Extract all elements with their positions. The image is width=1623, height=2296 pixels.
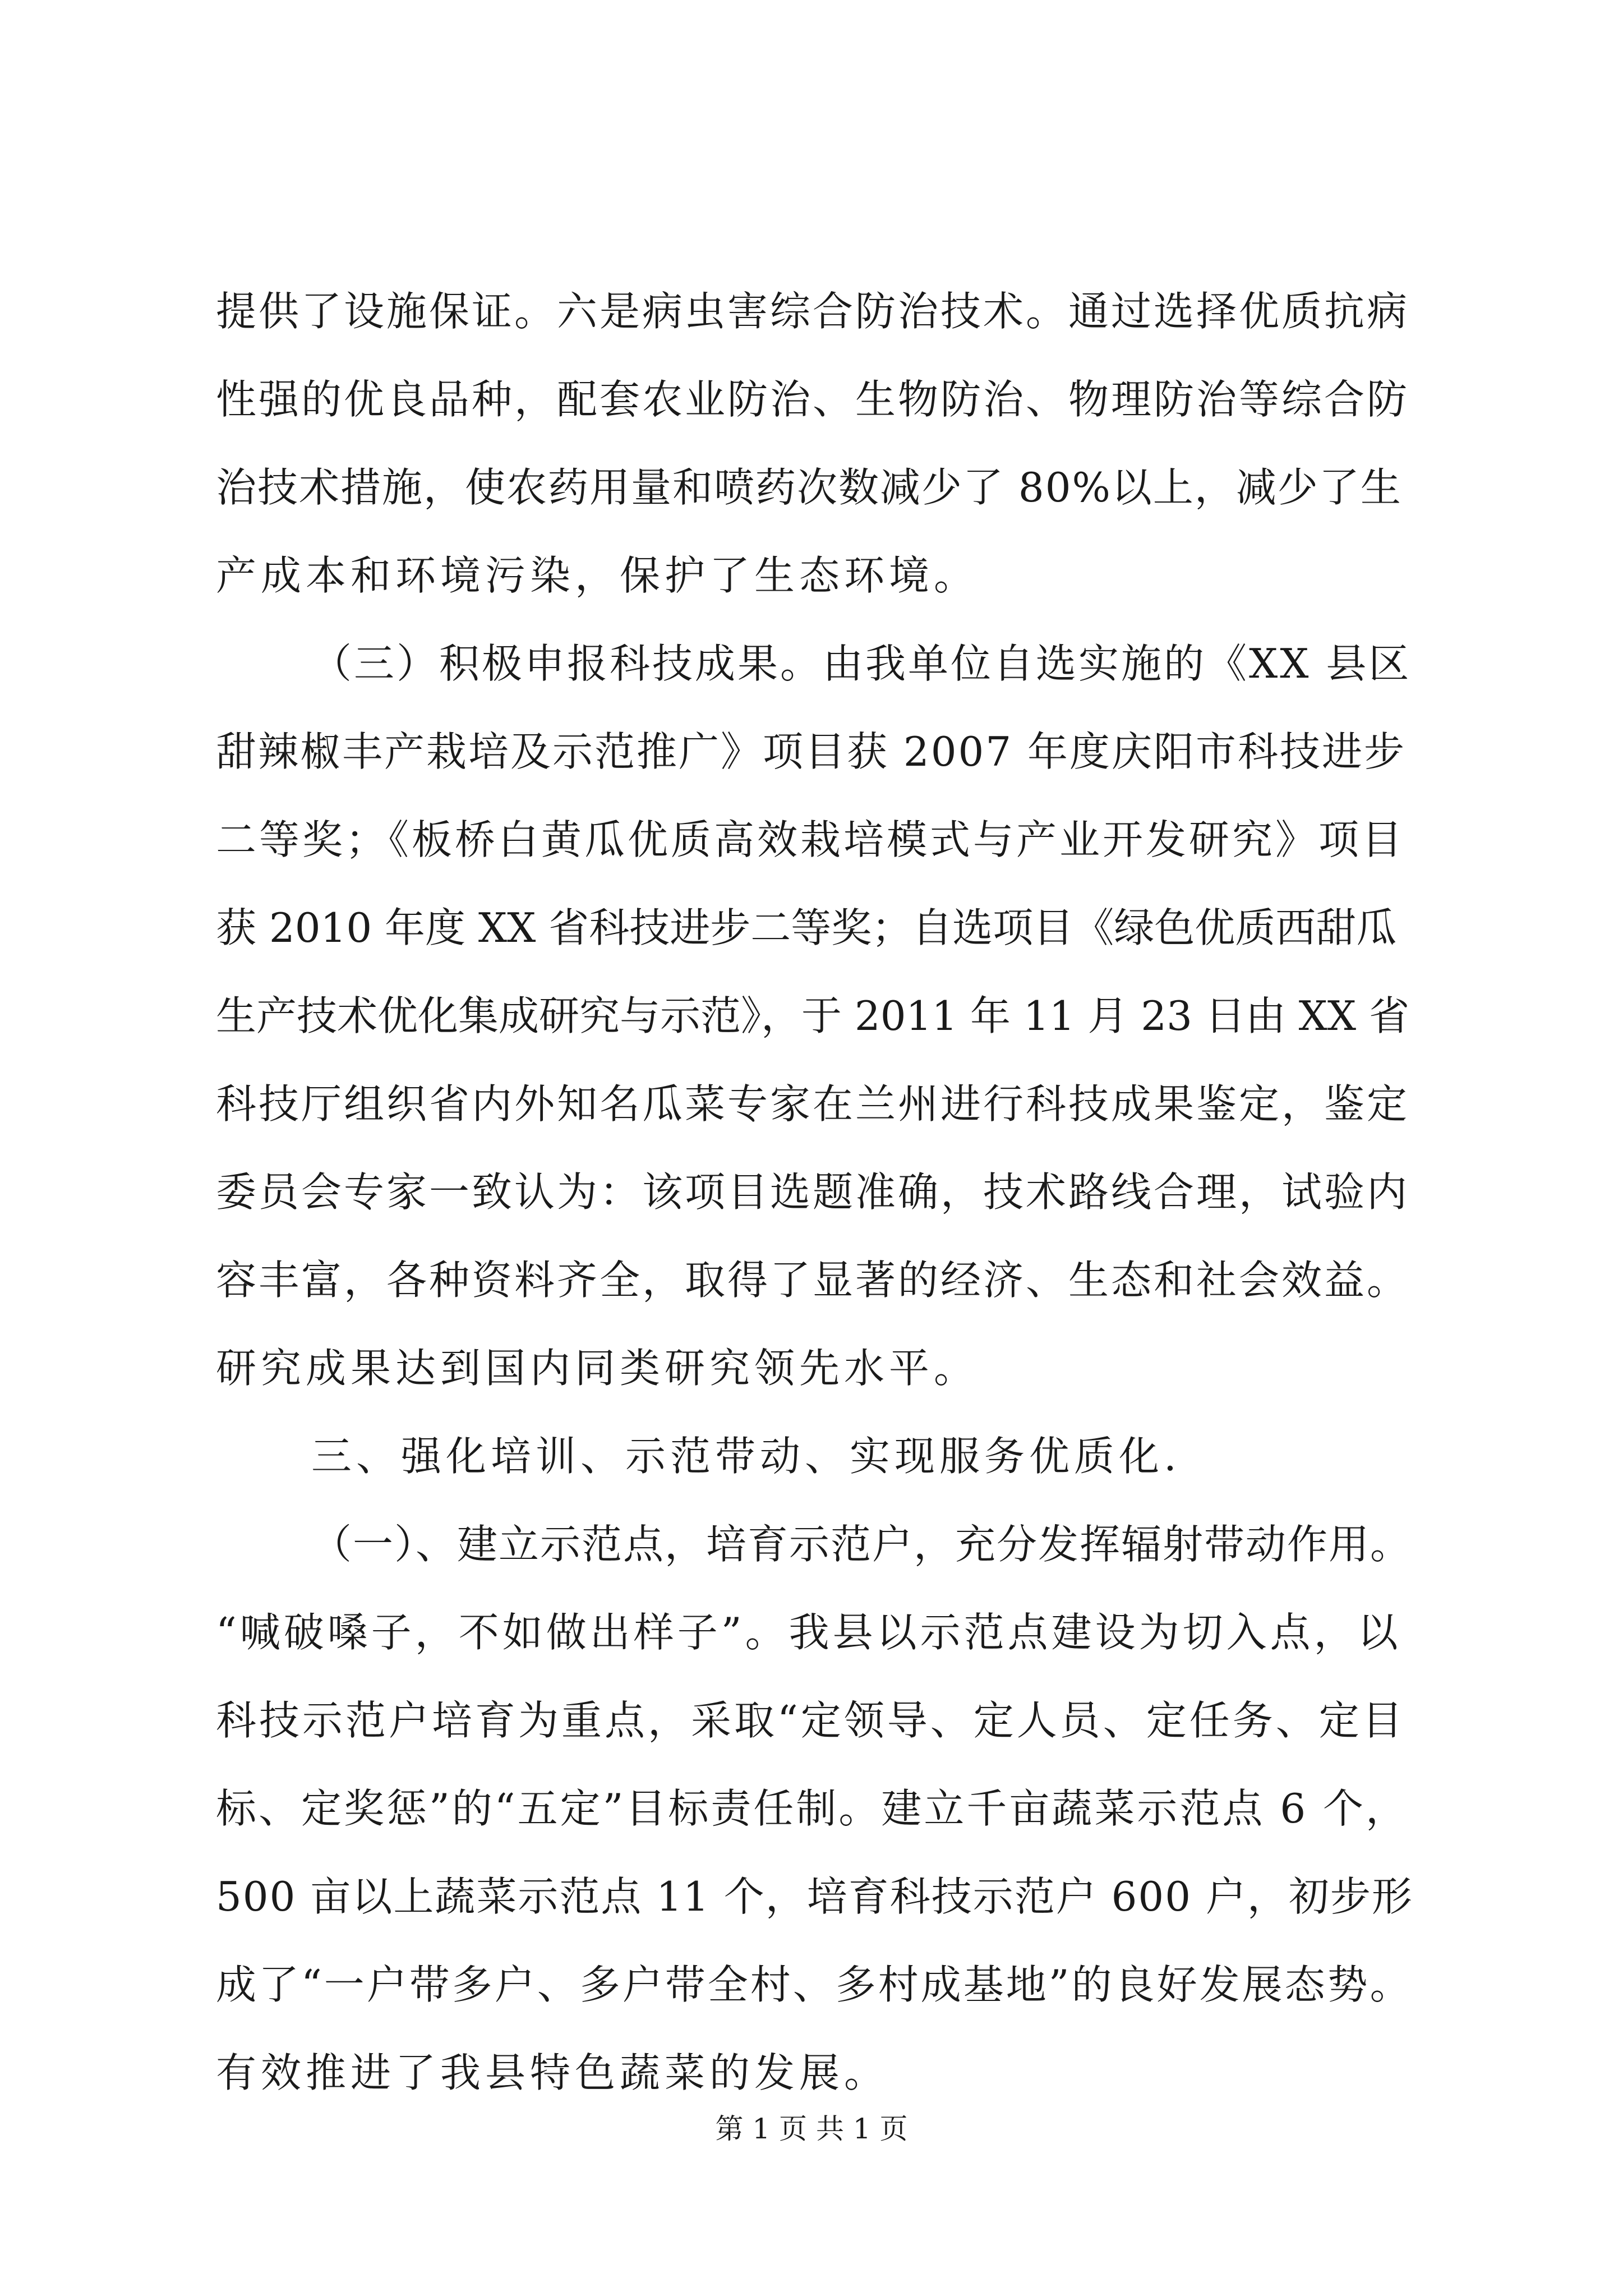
paragraph-line: 容丰富，各种资料齐全，取得了显著的经济、生态和社会效益。 — [216, 1257, 1410, 1304]
paragraph-line: （一）、建立示范点，培育示范户，充分发挥辐射带动作用。 — [311, 1521, 1412, 1568]
paragraph-line: “喊破嗓子，不如做出样子”。我县以示范点建设为切入点，以 — [216, 1609, 1401, 1656]
paragraph-line: 获 2010 年度 XX 省科技进步二等奖；自选项目《绿色优质西甜瓜 — [216, 904, 1397, 951]
paragraph-line: 委员会专家一致认为：该项目选题准确，技术路线合理，试验内 — [216, 1168, 1410, 1216]
paragraph-line: 研究成果达到国内同类研究领先水平。 — [216, 1345, 979, 1392]
paragraph-line: 性强的优良品种，配套农业防治、生物防治、物理防治等综合防 — [216, 376, 1410, 423]
section-heading: 三、强化培训、示范带动、实现服务优质化. — [311, 1433, 1181, 1480]
paragraph-line: 500 亩以上蔬菜示范点 11 个，培育科技示范户 600 户，初步形 — [216, 1873, 1413, 1920]
page-footer: 第 1 页 共 1 页 — [715, 2113, 908, 2145]
paragraph-line: 二等奖；《板桥白黄瓜优质高效栽培模式与产业开发研究》项目 — [216, 816, 1405, 863]
paragraph-line: 提供了设施保证。六是病虫害综合防治技术。通过选择优质抗病 — [216, 288, 1410, 335]
paragraph-line: 成了“一户带多户、多户带全村、多村成基地”的良好发展态势。 — [216, 1961, 1413, 2008]
paragraph-line: 生产技术优化集成研究与示范》，于 2011 年 11 月 23 日由 XX 省 — [216, 992, 1410, 1039]
paragraph-line: 标、定奖惩”的“五定”目标责任制。建立千亩蔬菜示范点 6 个， — [216, 1785, 1409, 1832]
paragraph-line: （三）积极申报科技成果。由我单位自选实施的《XX 县区 — [311, 640, 1412, 687]
paragraph-line: 产成本和环境污染，保护了生态环境。 — [216, 552, 979, 599]
paragraph-line: 有效推进了我县特色蔬菜的发展。 — [216, 2049, 889, 2096]
paragraph-line: 治技术措施，使农药用量和喷药次数减少了 80%以上，减少了生 — [216, 464, 1402, 511]
paragraph-line: 科技厅组织省内外知名瓜菜专家在兰州进行科技成果鉴定，鉴定 — [216, 1080, 1410, 1128]
paragraph-line: 科技示范户培育为重点，采取“定领导、定人员、定任务、定目 — [216, 1697, 1405, 1744]
paragraph-line: 甜辣椒丰产栽培及示范推广》项目获 2007 年度庆阳市科技进步 — [216, 728, 1407, 775]
